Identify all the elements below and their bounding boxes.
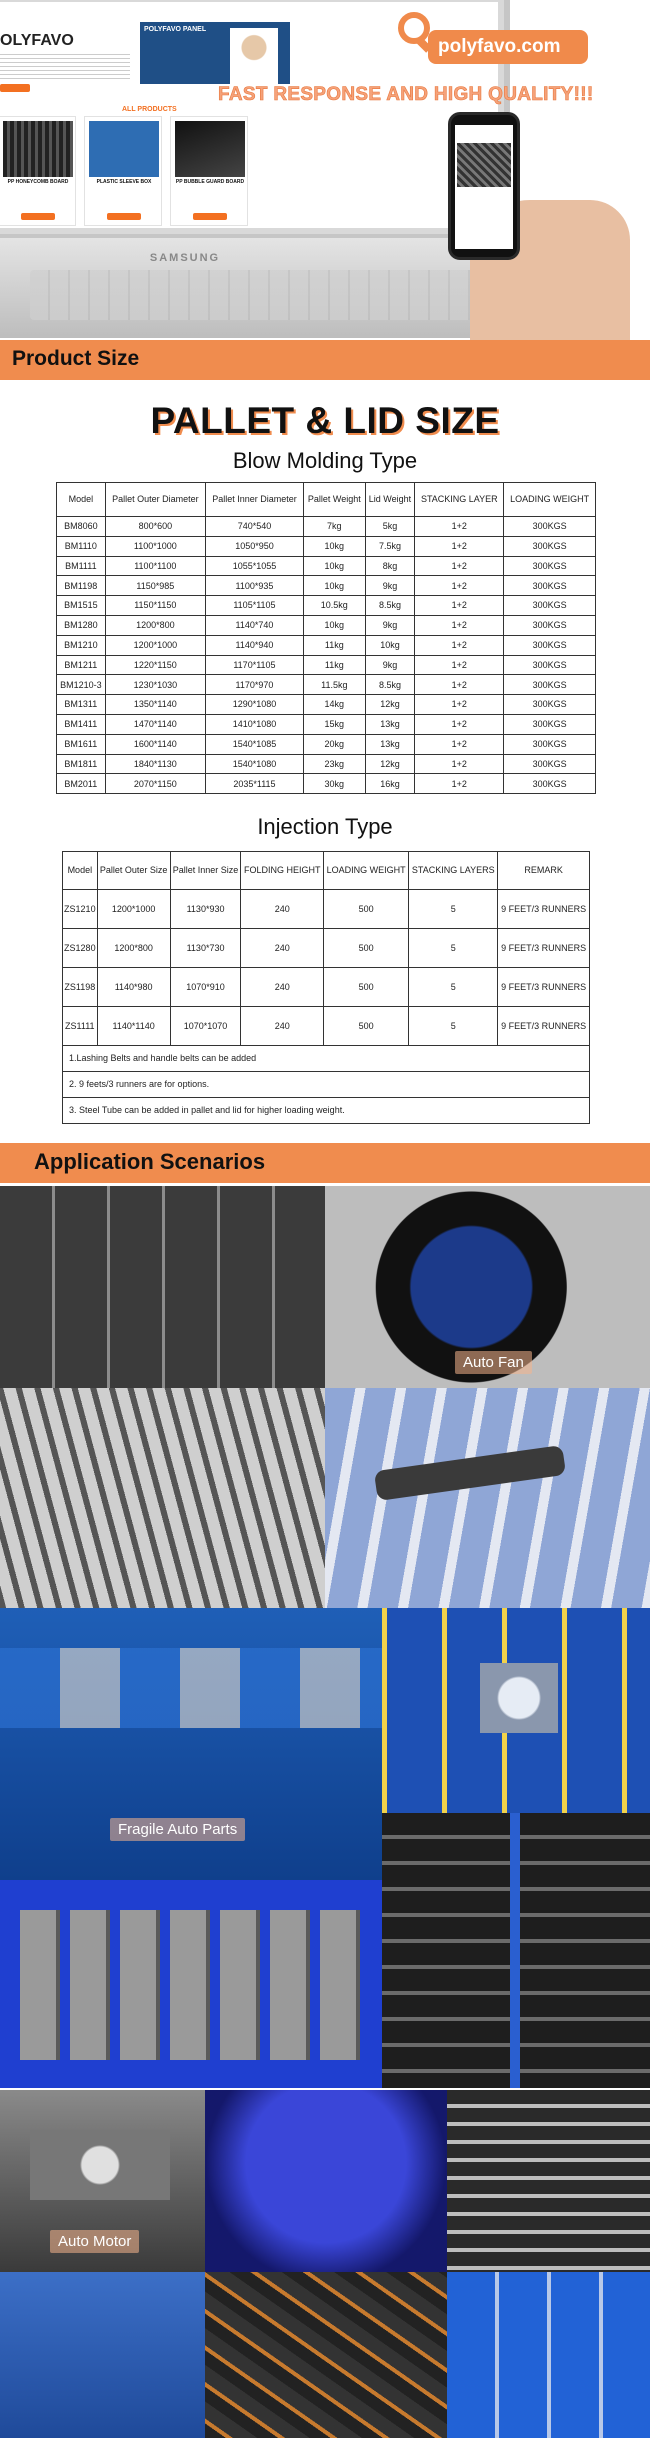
photo-wheel-hubs: [0, 1880, 382, 2088]
table-header-cell: Model: [63, 852, 98, 890]
table-cell: 9 FEET/3 RUNNERS: [498, 929, 590, 968]
table-header-row: [63, 852, 590, 890]
site-panel-label: POLYFAVO PANEL: [144, 26, 207, 33]
table-header-cell: Pallet Weight: [303, 483, 365, 517]
table-cell: 1140*980: [97, 968, 170, 1007]
hub-row: [20, 1910, 360, 2060]
table-cell: 1+2: [415, 556, 504, 576]
product-size-header: [0, 340, 650, 380]
phone-image: [448, 112, 520, 260]
table-cell: 8.5kg: [365, 596, 415, 616]
product-button: [21, 213, 55, 220]
table-cell: 1170*970: [205, 675, 303, 695]
site-button: [0, 84, 30, 92]
table-cell: 1140*1140: [97, 1007, 170, 1046]
table-cell: 1200*800: [97, 929, 170, 968]
table-cell: 10kg: [303, 536, 365, 556]
table-row: [57, 556, 596, 576]
table-cell: 300KGS: [504, 754, 596, 774]
table-cell: 1350*1140: [105, 695, 205, 715]
part-row: [0, 1648, 382, 1728]
site-person-photo: [230, 28, 278, 84]
table-cell: 1140*740: [205, 615, 303, 635]
table-cell: BM1211: [57, 655, 106, 675]
table-cell: 9kg: [365, 576, 415, 596]
table-cell: 300KGS: [504, 695, 596, 715]
table-cell: 300KGS: [504, 675, 596, 695]
table-cell: 1130*930: [170, 890, 241, 929]
blow-molding-subtitle: Blow Molding Type: [232, 448, 418, 473]
table-cell: 5: [409, 1007, 498, 1046]
table-cell: 300KGS: [504, 556, 596, 576]
table-header-cell: Pallet Outer Diameter: [105, 483, 205, 517]
table-cell: ZS1111: [63, 1007, 98, 1046]
table-cell: 240: [241, 890, 324, 929]
table-header-row: [57, 483, 596, 517]
headlight-part: [480, 1663, 558, 1733]
table-cell: 1840*1130: [105, 754, 205, 774]
table-cell: 5: [409, 890, 498, 929]
table-note: 1.Lashing Belts and handle belts can be added: [63, 1046, 590, 1072]
table-cell: 800*600: [105, 517, 205, 537]
table-cell: 1105*1105: [205, 596, 303, 616]
table-cell: 8kg: [365, 556, 415, 576]
photo-wiring-harness: [205, 2272, 447, 2438]
table-row: [57, 655, 596, 675]
photo-headlights-in-yellow-dividers: [382, 1608, 650, 1813]
table-cell: 300KGS: [504, 615, 596, 635]
table-row: [57, 675, 596, 695]
table-cell: 1150*1150: [105, 596, 205, 616]
table-cell: 1+2: [415, 714, 504, 734]
table-header-cell: FOLDING HEIGHT: [241, 852, 324, 890]
table-cell: 1+2: [415, 695, 504, 715]
table-cell: 5: [409, 929, 498, 968]
table-cell: 1050*950: [205, 536, 303, 556]
table-cell: 10kg: [303, 576, 365, 596]
product-size-title: Product Size: [12, 347, 140, 370]
phone-product-image: [457, 143, 511, 187]
table-cell: 240: [241, 968, 324, 1007]
table-cell: 1+2: [415, 635, 504, 655]
table-cell: 1410*1080: [205, 714, 303, 734]
table-cell: 11.5kg: [303, 675, 365, 695]
table-row: [63, 968, 590, 1007]
table-cell: 300KGS: [504, 517, 596, 537]
table-cell: 1140*940: [205, 635, 303, 655]
table-cell: 500: [324, 890, 409, 929]
table-row: [57, 695, 596, 715]
table-cell: 1200*800: [105, 615, 205, 635]
table-cell: 1220*1150: [105, 655, 205, 675]
product-image: [89, 121, 159, 177]
table-header-cell: LOADING WEIGHT: [504, 483, 596, 517]
table-header-cell: Model: [57, 483, 106, 517]
table-body: [57, 517, 596, 794]
laptop-brand: SAMSUNG: [149, 252, 221, 264]
table-note: 3. Steel Tube can be added in pallet and lid for higher loading weight.: [63, 1098, 590, 1124]
table-cell: 1200*1000: [105, 635, 205, 655]
table-cell: 20kg: [303, 734, 365, 754]
table-body: [63, 890, 590, 1124]
site-brand: OLYFAVO: [0, 32, 74, 49]
application-header: [0, 1143, 650, 1183]
table-cell: BM1210-3: [57, 675, 106, 695]
table-cell: BM1611: [57, 734, 106, 754]
table-cell: BM1110: [57, 536, 106, 556]
table-cell: 1+2: [415, 734, 504, 754]
table-note-row: [63, 1072, 590, 1098]
table-cell: 14kg: [303, 695, 365, 715]
pipe-part: [374, 1445, 566, 1501]
table-cell: 11kg: [303, 655, 365, 675]
table-cell: 300KGS: [504, 596, 596, 616]
table-cell: 1+2: [415, 536, 504, 556]
table-cell: 1150*985: [105, 576, 205, 596]
table-cell: 1290*1080: [205, 695, 303, 715]
table-row: [57, 734, 596, 754]
table-cell: 11kg: [303, 635, 365, 655]
table-header-cell: Pallet Inner Diameter: [205, 483, 303, 517]
table-cell: 740*540: [205, 517, 303, 537]
product-button: [193, 213, 227, 220]
product-image: [3, 121, 73, 177]
table-header-cell: STACKING LAYER: [415, 483, 504, 517]
photo-black-parts-in-racks: [382, 1813, 650, 2088]
table-cell: 1+2: [415, 615, 504, 635]
magnifier-icon: [398, 12, 430, 44]
table-cell: 1+2: [415, 576, 504, 596]
table-header-cell: REMARK: [498, 852, 590, 890]
photo-stacked-rubber-parts: [447, 2090, 650, 2272]
photo-lamps-in-box: [0, 1186, 325, 1388]
photo-black-parts-blue: [205, 2090, 447, 2272]
site-text-block: [0, 54, 130, 82]
table-cell: 8.5kg: [365, 675, 415, 695]
photo-rods-in-crate: [0, 2272, 205, 2438]
caption-fragile-auto-parts: Fragile Auto Parts: [110, 1818, 245, 1841]
table-row: [57, 576, 596, 596]
table-cell: ZS1198: [63, 968, 98, 1007]
table-cell: BM1311: [57, 695, 106, 715]
table-cell: 1130*730: [170, 929, 241, 968]
table-cell: 10kg: [303, 615, 365, 635]
table-cell: 500: [324, 968, 409, 1007]
table-cell: 1100*1000: [105, 536, 205, 556]
photo-auto-motor: [0, 2090, 205, 2272]
table-row: [63, 929, 590, 968]
photo-auto-fan: [325, 1186, 650, 1388]
table-cell: 1540*1085: [205, 734, 303, 754]
site-products-label: ALL PRODUCTS: [122, 106, 177, 113]
table-cell: 10kg: [303, 556, 365, 576]
table-cell: 10kg: [365, 635, 415, 655]
table-header-cell: STACKING LAYERS: [409, 852, 498, 890]
table-row: [57, 536, 596, 556]
table-cell: 1+2: [415, 774, 504, 794]
table-cell: 300KGS: [504, 714, 596, 734]
table-cell: 12kg: [365, 695, 415, 715]
table-cell: 500: [324, 1007, 409, 1046]
table-cell: 300KGS: [504, 536, 596, 556]
photo-parts-in-blue-bins: [447, 2272, 650, 2438]
table-cell: 240: [241, 929, 324, 968]
table-cell: 1470*1140: [105, 714, 205, 734]
table-cell: BM1811: [57, 754, 106, 774]
table-header-cell: Lid Weight: [365, 483, 415, 517]
table-cell: BM1411: [57, 714, 106, 734]
table-cell: 30kg: [303, 774, 365, 794]
table-cell: 7kg: [303, 517, 365, 537]
product-card: [170, 116, 248, 226]
rack-divider: [510, 1813, 520, 2088]
table-cell: 240: [241, 1007, 324, 1046]
product-button: [107, 213, 141, 220]
table-cell: 10.5kg: [303, 596, 365, 616]
table-row: [57, 754, 596, 774]
table-cell: 300KGS: [504, 774, 596, 794]
table-cell: 13kg: [365, 734, 415, 754]
product-name: PP BUBBLE GUARD BOARD: [175, 179, 245, 185]
table-cell: 9 FEET/3 RUNNERS: [498, 890, 590, 929]
table-header-cell: Pallet Outer Size: [97, 852, 170, 890]
table-cell: 1055*1055: [205, 556, 303, 576]
table-cell: 1070*910: [170, 968, 241, 1007]
phone-screen: [455, 125, 513, 249]
table-note-row: [63, 1046, 590, 1072]
table-cell: ZS1210: [63, 890, 98, 929]
table-cell: 13kg: [365, 714, 415, 734]
table-header-cell: Pallet Inner Size: [170, 852, 241, 890]
table-cell: 1+2: [415, 675, 504, 695]
table-cell: 300KGS: [504, 734, 596, 754]
table-cell: 5: [409, 968, 498, 1007]
table-cell: 300KGS: [504, 576, 596, 596]
table-header-cell: LOADING WEIGHT: [324, 852, 409, 890]
table-cell: 12kg: [365, 754, 415, 774]
application-title: Application Scenarios: [34, 1149, 266, 1174]
blow-molding-table: [56, 482, 596, 794]
table-cell: ZS1280: [63, 929, 98, 968]
table-cell: BM2011: [57, 774, 106, 794]
table-row: [63, 890, 590, 929]
table-cell: 1100*1100: [105, 556, 205, 576]
table-row: [57, 635, 596, 655]
table-cell: BM1111: [57, 556, 106, 576]
motor-part: [30, 2130, 170, 2200]
pallet-lid-size-title: PALLET & LID SIZE: [150, 400, 500, 441]
table-cell: BM1515: [57, 596, 106, 616]
table-row: [63, 1007, 590, 1046]
table-cell: 9kg: [365, 655, 415, 675]
polyfavo-logo: [398, 10, 600, 70]
table-cell: 9 FEET/3 RUNNERS: [498, 968, 590, 1007]
injection-subtitle: Injection Type: [257, 814, 393, 839]
table-row: [57, 596, 596, 616]
table-cell: 1200*1000: [97, 890, 170, 929]
table-row: [57, 774, 596, 794]
table-cell: 9kg: [365, 615, 415, 635]
table-cell: 15kg: [303, 714, 365, 734]
table-cell: 1230*1030: [105, 675, 205, 695]
table-cell: 1600*1140: [105, 734, 205, 754]
table-cell: 1170*1105: [205, 655, 303, 675]
table-cell: 1+2: [415, 655, 504, 675]
photo-fragile-auto-parts: [0, 1608, 382, 1880]
product-card: [0, 116, 76, 226]
table-cell: 9 FEET/3 RUNNERS: [498, 1007, 590, 1046]
table-cell: BM1210: [57, 635, 106, 655]
table-cell: 1100*935: [205, 576, 303, 596]
table-cell: 2035*1115: [205, 774, 303, 794]
caption-auto-motor: Auto Motor: [50, 2230, 139, 2253]
product-card: [84, 116, 162, 226]
table-cell: 500: [324, 929, 409, 968]
table-cell: 1070*1070: [170, 1007, 241, 1046]
table-cell: 7.5kg: [365, 536, 415, 556]
table-note: 2. 9 feets/3 runners are for options.: [63, 1072, 590, 1098]
laptop-keyboard: [30, 270, 480, 320]
hero-tagline: FAST RESPONSE AND HIGH QUALITY!!!: [218, 84, 594, 105]
photo-pipe-in-divider: [325, 1388, 650, 1608]
table-cell: 300KGS: [504, 635, 596, 655]
product-image: [175, 121, 245, 177]
table-cell: 1+2: [415, 596, 504, 616]
injection-table: [62, 851, 590, 1124]
table-note-row: [63, 1098, 590, 1124]
product-name: PP HONEYCOMB BOARD: [7, 179, 69, 185]
table-row: [57, 517, 596, 537]
table-cell: 1+2: [415, 754, 504, 774]
caption-auto-fan: Auto Fan: [455, 1351, 532, 1374]
table-cell: BM1198: [57, 576, 106, 596]
photo-tubes-in-box: [0, 1388, 325, 1608]
table-cell: BM1280: [57, 615, 106, 635]
table-cell: 300KGS: [504, 655, 596, 675]
hero-banner: [0, 0, 650, 340]
table-cell: 23kg: [303, 754, 365, 774]
product-name: PLASTIC SLEEVE BOX: [96, 179, 152, 185]
table-cell: 5kg: [365, 517, 415, 537]
table-cell: BM8060: [57, 517, 106, 537]
table-cell: 16kg: [365, 774, 415, 794]
table-cell: 1540*1080: [205, 754, 303, 774]
table-row: [57, 714, 596, 734]
logo-text: polyfavo.com: [438, 36, 561, 57]
table-cell: 1+2: [415, 517, 504, 537]
table-cell: 2070*1150: [105, 774, 205, 794]
table-row: [57, 615, 596, 635]
